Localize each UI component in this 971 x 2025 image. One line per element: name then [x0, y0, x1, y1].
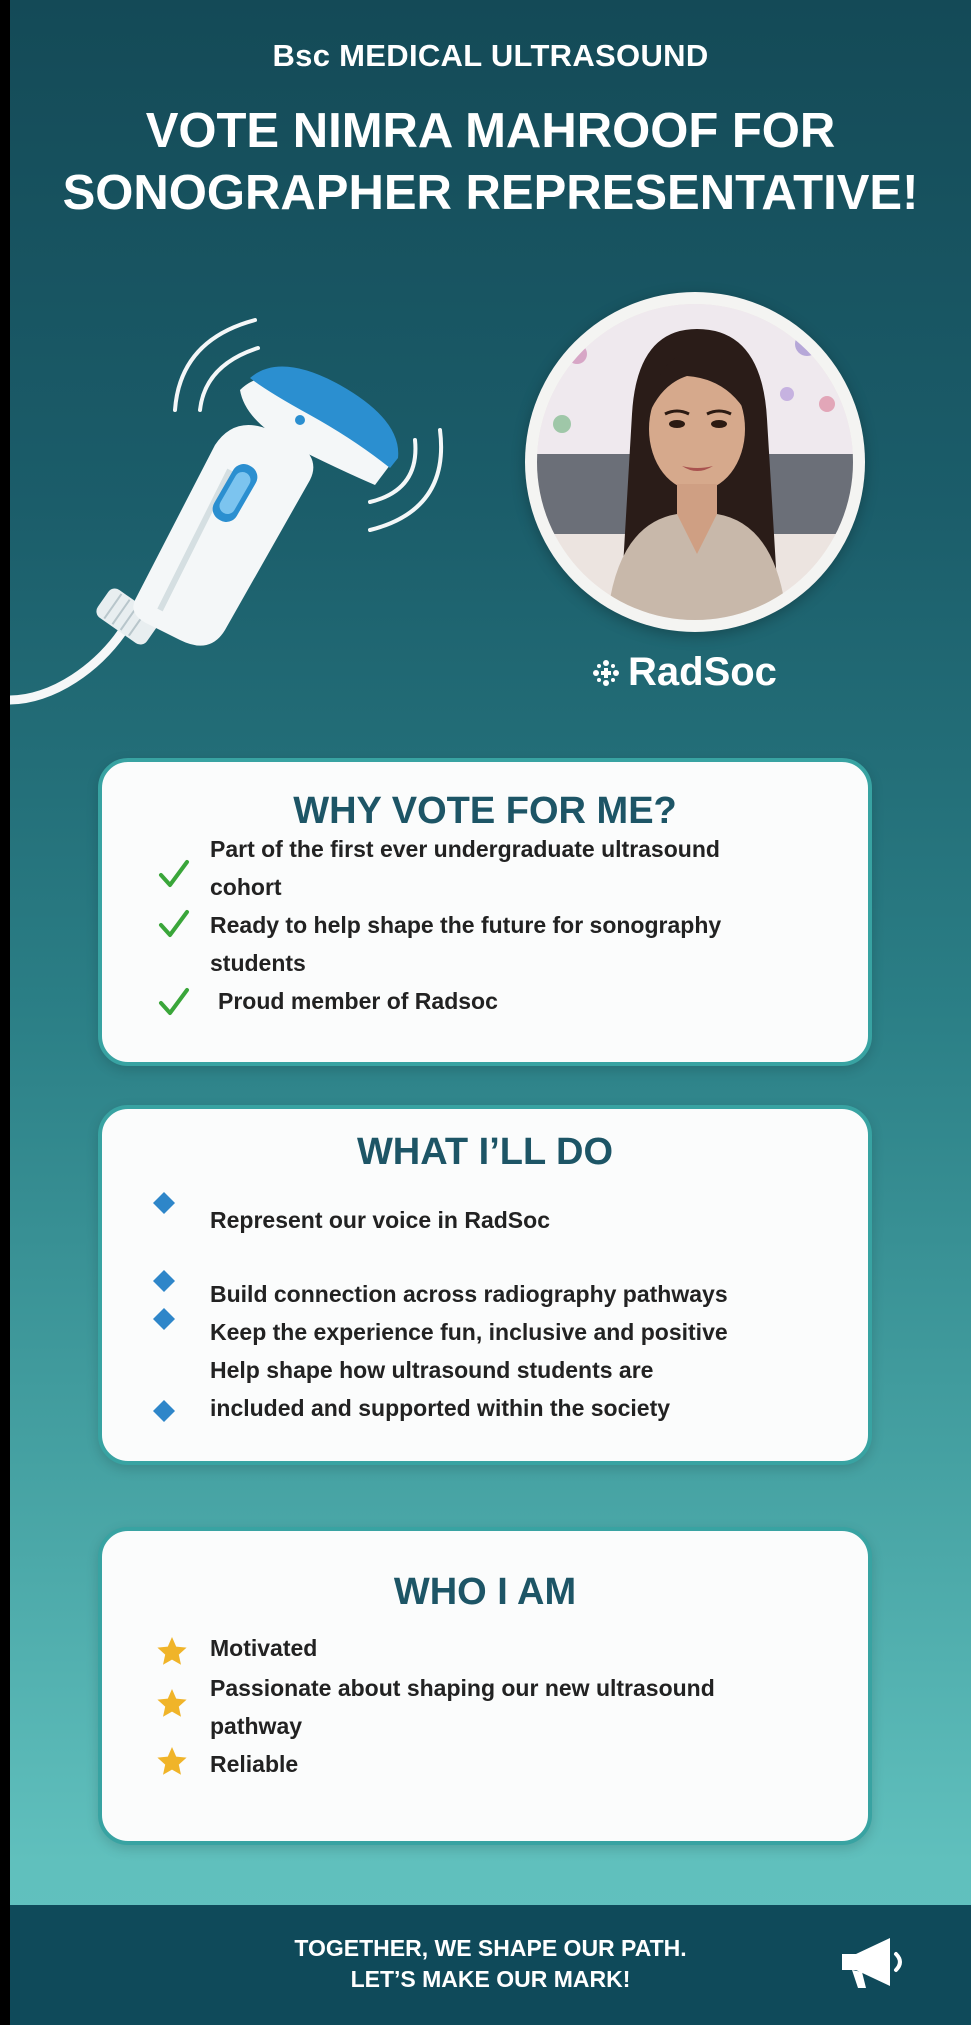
check-icon	[158, 858, 190, 890]
footer-line-1: TOGETHER, WE SHAPE OUR PATH.	[294, 1935, 687, 1961]
headline-line-1: VOTE NIMRA MAHROOF FOR	[145, 104, 836, 158]
check-icon	[158, 908, 190, 940]
headline	[10, 100, 971, 224]
do-item-1: Represent our voice in RadSoc	[210, 1207, 550, 1233]
portrait-image	[537, 304, 853, 620]
diamond-bullet-icon	[152, 1269, 176, 1293]
why-item-3-line-1: Proud member of Radsoc	[218, 988, 498, 1014]
footer-line-2: LET’S MAKE OUR MARK!	[350, 1966, 631, 1992]
ultrasound-probe-icon	[10, 280, 460, 750]
do-item-4-line-2: included and supported within the society	[210, 1395, 671, 1421]
who-item-2-line-1: Passionate about shaping our new ultrasound	[210, 1675, 715, 1701]
do-item-4-line-1: Help shape how ultrasound students are	[210, 1357, 654, 1383]
why-item-1-line-1: Part of the first ever undergraduate ultrasound	[210, 836, 720, 862]
who-item-1: Motivated	[210, 1635, 318, 1661]
why-item-2-line-2: students	[210, 950, 306, 976]
footer-banner	[10, 1905, 971, 2025]
what-ill-do-title: WHAT I’LL DO	[356, 1131, 614, 1173]
diamond-bullet-icon	[152, 1399, 176, 1423]
check-icon	[158, 986, 190, 1018]
headline-line-2: SONOGRAPHER REPRESENTATIVE!	[62, 166, 919, 220]
diamond-bullet-icon	[152, 1307, 176, 1331]
do-item-3: Keep the experience fun, inclusive and positive	[210, 1319, 728, 1345]
why-vote-card	[98, 758, 872, 1066]
who-i-am-card	[98, 1527, 872, 1845]
who-item-3: Reliable	[210, 1751, 299, 1777]
star-icon	[156, 1687, 188, 1719]
diamond-bullet-icon	[152, 1191, 176, 1215]
megaphone-icon	[838, 1932, 908, 1992]
star-icon	[156, 1635, 188, 1667]
candidate-portrait	[525, 292, 865, 632]
radsoc-logo	[590, 650, 777, 695]
poster	[10, 0, 971, 2025]
program-subtitle: Bsc MEDICAL ULTRASOUND	[272, 38, 709, 73]
why-item-2-line-1: Ready to help shape the future for sonography	[210, 912, 722, 938]
radsoc-logo-icon	[590, 657, 622, 689]
footer-text	[10, 1933, 971, 1995]
who-item-2-line-2: pathway	[210, 1713, 303, 1739]
what-ill-do-card	[98, 1105, 872, 1465]
star-icon	[156, 1745, 188, 1777]
radsoc-logo-text: RadSoc	[628, 650, 777, 694]
why-item-1-line-2: cohort	[210, 874, 282, 900]
why-vote-title: WHY VOTE FOR ME?	[293, 790, 677, 832]
who-i-am-title: WHO I AM	[393, 1571, 577, 1613]
do-item-2: Build connection across radiography pathways	[210, 1281, 728, 1307]
